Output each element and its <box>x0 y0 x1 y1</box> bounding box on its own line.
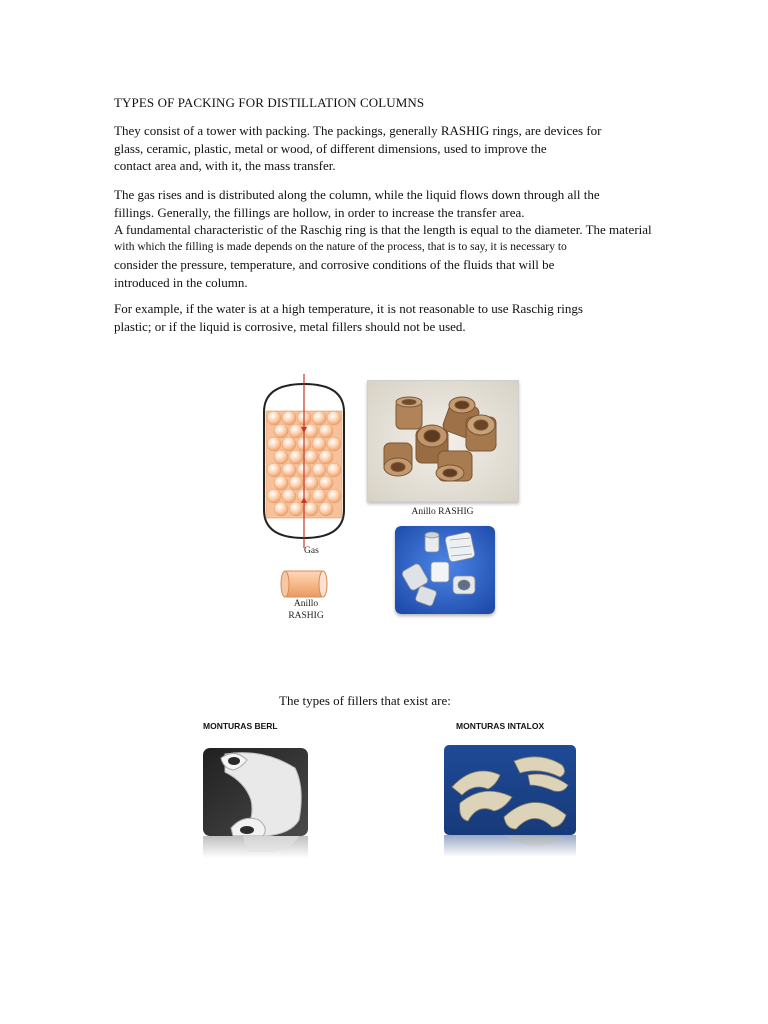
paragraph-line: fillings. Generally, the fillings are hollow, in order to increase the transfer area. <box>114 204 525 220</box>
caption-line: Anillo <box>293 599 319 609</box>
paragraph-line: consider the pressure, temperature, and corrosive conditions of the fluids that will be <box>114 257 555 272</box>
caption-line: RASHIG <box>288 611 324 621</box>
paragraph-example <box>114 300 583 335</box>
paragraph-line: They consist of a tower with packing. The packings, generally RASHIG rings, are devices for <box>114 123 602 138</box>
paragraph-line: The gas rises and is distributed along the column, while the liquid flows down through all the <box>114 187 600 202</box>
types-intro-text: The types of fillers that exist are: <box>279 693 451 708</box>
rashig-ring-sketch <box>281 571 327 597</box>
paragraph-line: with which the filling is made depends on the nature of the process, that is to say, it is necessary to <box>114 240 567 253</box>
rashig-rings-ceramic-photo <box>367 380 519 502</box>
intalox-saddle-label: MONTURAS INTALOX <box>456 721 545 731</box>
paragraph-line: For example, if the water is at a high temperature, it is not reasonable to use Raschig rings <box>114 301 583 316</box>
berl-saddle-photo <box>203 748 308 858</box>
packed-column-diagram <box>252 370 362 625</box>
rashig-ring-caption <box>276 598 336 622</box>
gas-label: Gas <box>304 546 319 556</box>
paragraph-line: A fundamental characteristic of the Raschig ring is that the length is equal to the diameter. The material <box>114 222 652 237</box>
paragraph-line: plastic; or if the liquid is corrosive, metal fillers should not be used. <box>114 318 466 334</box>
document-title: TYPES OF PACKING FOR DISTILLATION COLUMNS <box>114 95 425 110</box>
paragraph-gas-flow <box>114 186 652 291</box>
paragraph-line: glass, ceramic, plastic, metal or wood, of different dimensions, used to improve the <box>114 140 547 156</box>
berl-saddle-label: MONTURAS BERL <box>203 721 278 731</box>
paragraph-line: contact area and, with it, the mass transfer. <box>114 158 336 173</box>
paragraph-line: introduced in the column. <box>114 274 248 290</box>
intalox-saddle-photo <box>444 745 576 857</box>
rashig-photo-caption: Anillo RASHIG <box>411 507 474 517</box>
paragraph-intro <box>114 122 602 175</box>
pall-rings-photo <box>395 526 495 614</box>
